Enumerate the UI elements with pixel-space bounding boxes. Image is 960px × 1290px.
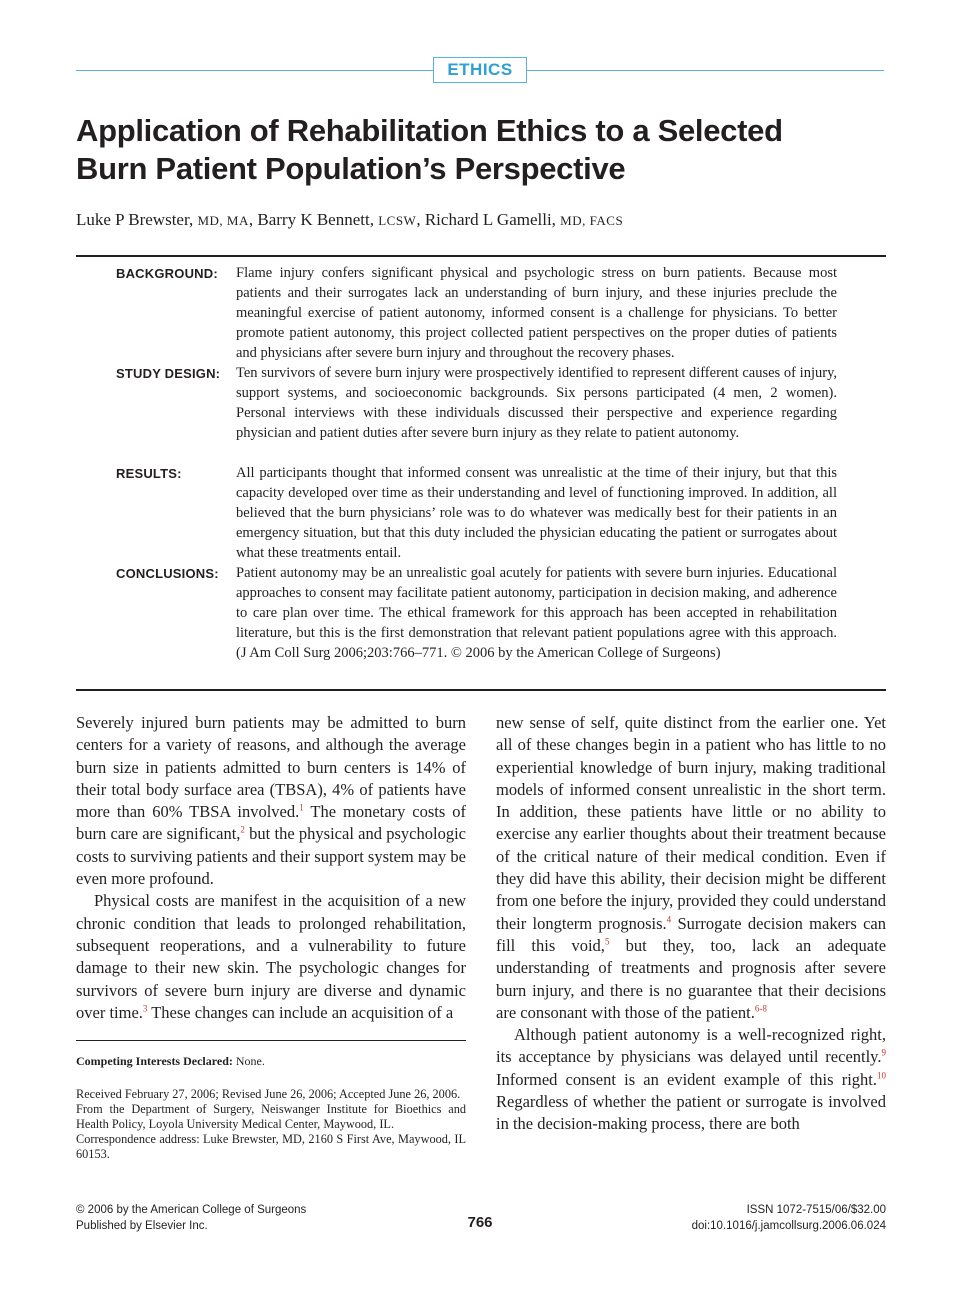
author-list: Luke P Brewster, MD, MA, Barry K Bennett, LCSW, Richard L Gamelli, MD, FACS <box>76 210 624 229</box>
correspondence: Correspondence address: Luke Brewster, MD, 2160 S First Ave, Maywood, IL 60153. <box>76 1132 466 1161</box>
author-name: Luke P Brewster <box>76 210 189 229</box>
doi[interactable]: doi:10.1016/j.jamcollsurg.2006.06.024 <box>691 1220 886 1232</box>
author-degrees: MD, FACS <box>560 213 624 228</box>
author-name: Barry K Bennett <box>257 210 370 229</box>
author-degrees: LCSW <box>378 213 417 228</box>
body-column-left <box>76 712 466 1024</box>
citation-ref[interactable]: 1 <box>299 802 304 813</box>
abstract-text: Ten survivors of severe burn injury were prospectively identified to represent different causes of injury, support systems, and socioeconomic backgrounds. Six persons participated (4 men, 2 women). Personal interviews with these individuals discussed their perspective and experience regarding physician and patient duties after severe burn injury as they relate to patient autonomy. <box>236 365 837 441</box>
title-line: Burn Patient Population’s Perspective <box>76 151 626 186</box>
abstract-text: Flame injury confers significant physical and psychologic stress on burn patients. Because most patients and their surrogates lack an understanding of burn injury, and these injuries preclude the meaningful exercise of patient autonomy, informed consent is a challenge for physicians. To better promote patient autonomy, this project collected patient perspectives on the proper duties of patients and physicians after severe burn injury and throughout the recovery phases. <box>236 265 837 361</box>
competing-interests: Competing Interests Declared: None. <box>76 1054 265 1068</box>
author-degrees: MD, MA <box>197 213 249 228</box>
citation-ref[interactable]: 3 <box>142 1003 148 1014</box>
article-notes <box>76 1040 466 1162</box>
citation-ref[interactable]: 5 <box>604 936 610 947</box>
citation-ref[interactable]: 9 <box>881 1047 886 1058</box>
section-label: ETHICS <box>433 57 527 83</box>
body-paragraph: new sense of self, quite distinct from the earlier one. Yet all of these changes begin in a patient who has little to no experiential knowledge of burn injury, making traditional models of informed consent unrealistic in the short term. In addition, these patients have little or no ability to exercise any earlier thoughts about their treatment because of the critical nature of their medical condition. Even if they did have this ability, their decision might be different from one before the injury, provided they could understand their longterm prognosis.$^4$ Surrogate decision makers can fill this void,$^5$ but they, too, lack an adequate understanding of treatments and prognosis after severe burn injury, and there is no guarantee that their decisions are consonant with those of the patient.$^{6-8}$ <box>496 713 887 1022</box>
title-line: Application of Rehabilitation Ethics to a Selected <box>76 113 783 148</box>
citation-ref[interactable]: 2 <box>240 824 245 835</box>
page-number: 766 <box>467 1214 493 1231</box>
body-paragraph: Severely injured burn patients may be admitted to burn centers for a variety of reasons, and although the average burn size in patients admitted to burn centers is 14% of their total body surface area (TBSA), 4% of patients have more than 60% TBSA involved.$^1$ The monetary costs of burn care are significant,$^2$ but the physical and psychologic costs to surviving patients and their support system may be even more profound. <box>76 713 466 889</box>
copyright: © 2006 by the American College of Surgeons <box>76 1204 307 1216</box>
publisher: Published by Elsevier Inc. <box>76 1220 208 1232</box>
body-paragraph: Physical costs are manifest in the acquisition of a new chronic condition that leads to prolonged rehabilitation, subsequent reoperations, and a vulnerability to future damage to their new skin. The psychologic changes for survivors of severe burn injury are diverse and dynamic over time.$^3$ These changes can include an acquisition of a <box>76 891 466 1022</box>
footer-left <box>76 1202 306 1234</box>
received-dates: Received February 27, 2006; Revised June 26, 2006; Accepted June 26, 2006. <box>76 1087 461 1101</box>
abstract-label: BACKGROUND: <box>116 266 218 281</box>
abstract <box>76 255 886 691</box>
citation-ref[interactable]: 10 <box>877 1070 886 1081</box>
affiliation: From the Department of Surgery, Neiswanger Institute for Bioethics and Health Policy, Loyola University Medical Center, Maywood, IL. <box>76 1102 466 1131</box>
body-column-right <box>496 712 886 1136</box>
footer-right <box>692 1202 886 1234</box>
abstract-label: CONCLUSIONS: <box>116 566 219 581</box>
abstract-label: RESULTS: <box>116 466 182 481</box>
citation-ref[interactable]: 4 <box>666 914 672 925</box>
author-name: Richard L Gamelli <box>424 210 552 229</box>
body-paragraph: Although patient autonomy is a well-recognized right, its acceptance by physicians was delayed until recently.$^9$ Informed consent is an evident example of this right.$^{10}$ Regardless of whether the patient or surrogate is involved in the decision-making process, there are both <box>496 1025 886 1134</box>
issn: ISSN 1072-7515/06/$32.00 <box>746 1204 886 1216</box>
article-title <box>76 112 876 188</box>
citation-ref[interactable]: 6-8 <box>754 1003 767 1014</box>
abstract-label: STUDY DESIGN: <box>116 366 221 381</box>
abstract-text: Patient autonomy may be an unrealistic goal acutely for patients with severe burn injuries. Educational approaches to consent may facilitate patient autonomy, participation in decision making, and adherence to care plan over time. The ethical framework for this approach has been accepted in rehabilitation literature, but this is the first demonstration that relevant patient populations agree with this approach. (J Am Coll Surg 2006;203:766–771. © 2006 by the American College of Surgeons) <box>236 565 837 661</box>
abstract-text: All participants thought that informed consent was unrealistic at the time of their injury, but that this capacity developed over time as their understanding and level of functioning improved. In addition, all believed that the burn physicians’ role was to do whatever was medically best for their patients in an emergency situation, but that this duty included the physician educating the patient or surrogates about what these treatments entail. <box>236 465 837 561</box>
